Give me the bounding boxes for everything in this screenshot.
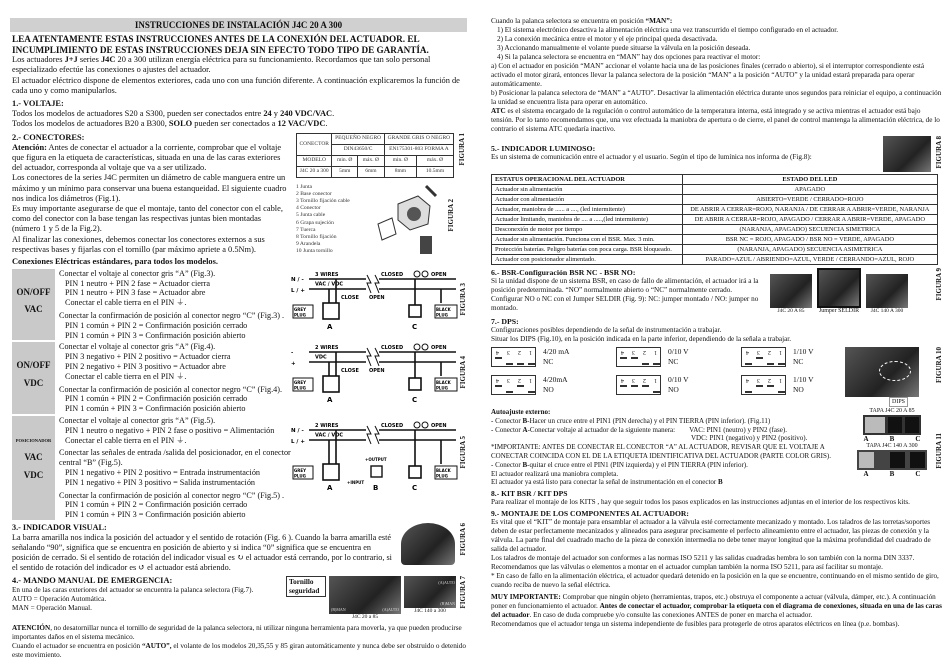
vdc-instructions bbox=[59, 342, 294, 414]
diagram-label: OPEN bbox=[431, 271, 447, 278]
dip-mode-label: NO bbox=[668, 385, 679, 394]
figure-8-label: FIGURA 8 bbox=[935, 136, 943, 169]
lamp-closed-icon bbox=[414, 344, 420, 350]
dip-switch-number: 4 bbox=[746, 349, 749, 355]
table-cell: DE ABRIR A CERRAR=ROJO, NARANJA / DE CERRAR A ABRIR=VERDE, NARANJA bbox=[682, 205, 937, 215]
instruction-line: PIN 1 común + PIN 3 = Confirmación posición abierto bbox=[65, 404, 246, 414]
tornillo-seguridad-callout: Tornillo seguridad bbox=[286, 576, 326, 597]
dip-switch-on bbox=[767, 385, 774, 387]
diagram-label: BLACK bbox=[436, 306, 451, 312]
dip-switch-number: 2 bbox=[768, 377, 771, 383]
diagram-label: CLOSE bbox=[341, 368, 359, 375]
section-autoajuste bbox=[491, 408, 943, 487]
dip-switch-number: 1 bbox=[529, 377, 532, 383]
dip-mode-label: NO bbox=[793, 385, 804, 394]
diagram-label: PLUG bbox=[436, 473, 448, 479]
instruction-line: Conectar el cable tierra en el PIN ⏚. bbox=[65, 435, 187, 445]
dip-switch-off bbox=[528, 391, 535, 393]
conectores-figures bbox=[296, 133, 467, 256]
dip-mode-label: NC bbox=[668, 357, 679, 366]
dip-switch-diagram bbox=[741, 375, 786, 395]
diagram-label: GREY bbox=[294, 306, 306, 312]
posicionador-instructions bbox=[59, 416, 291, 520]
table-cell: (NARANJA, APAGADO) SECUENCIA SIMETRICA bbox=[682, 225, 937, 235]
diagram-label: CLOSED bbox=[381, 423, 404, 429]
dip-switch-off bbox=[653, 391, 660, 393]
instruction-line: Conectar la confirmación de posición al conector negro “C” (Fig.4). bbox=[59, 384, 283, 394]
diagram-label: 3 WIRES bbox=[315, 271, 339, 278]
table-cell: Actuador con alimentación bbox=[492, 195, 683, 205]
caption-j4c-20-a-85: J4C 20 A 85 bbox=[777, 308, 805, 314]
instruction-line: PIN 3 negativo + PIN 2 positivo = Actuador cierra bbox=[65, 352, 231, 362]
connector-c-icon bbox=[409, 466, 421, 478]
diagram-label: CLOSED bbox=[381, 345, 404, 352]
section-indicador-visual bbox=[12, 523, 467, 573]
figure-6-label: FIGURA 6 bbox=[459, 522, 467, 556]
dip-switch-diagram bbox=[616, 375, 661, 395]
part-list-item: 10 Junta tornillo bbox=[296, 248, 333, 255]
diagram-label: PLUG bbox=[436, 385, 448, 391]
autoajuste-text: Autoajuste externo: - Conector B-Hacer un cruce entre el PIN1 (PIN derecha) y el PIN TIERRA (PIN inferior). (Fig.11) - Conector A-Conectar voltaje al actuador de la siguiente manera: VAC: PIN1 (neutro) y PIN2 (fase). VDC: PIN1 (negativo) y PIN2 (positivo). *IMPORTANTE: ANTES DE CONECTAR EL CONECTOR “A” AL ACTUADOR, REVISAR QUE EL VOLTAJE A CONECTAR COINCIDA CON EL DE LA ETIQUETA IDENTIFICATIVA DEL ACTUADOR (PARTE COLOR GRIS). - Conector B-quitar el cruce entre el PIN1 (PIN izquierda) y el PIN TIERRA (PIN inferior). El actuador realizará una maniobra completa. El actuador ya está listo para conectar la señal de instrumentación en el conector B bbox=[491, 408, 831, 487]
table-row bbox=[492, 245, 938, 255]
bsr-figures bbox=[770, 268, 931, 315]
dip-switch-number: 1 bbox=[779, 377, 782, 383]
table-row bbox=[492, 205, 938, 215]
page-title: INSTRUCCIONES DE INSTALACIÓN J4C 20 A 300 bbox=[10, 18, 467, 32]
section-conectores bbox=[12, 133, 467, 256]
section-muy-importante: MUY IMPORTANTE: Comprobar que ningún objeto (herramientas, trapos, etc.) obstruya el componente a actuar (válvula, dámper, etc.). A continuación poner en funcionamiento el actuador. Antes de conectar el actuador, comprobar la etiqueta con el diagrama de conexiones, situada en una de las caras del actuador. En caso de duda compruebe y/o consulte las conexiones ANTES de poner en marcha el actuador. Recomendamos que el actuador tenga un sistema independiente de fusibles para protegerle de otros aparatos eléctricos en línea (p.e. bombas). bbox=[491, 593, 942, 629]
dip-mode-label: NC bbox=[543, 357, 554, 366]
table-cell: Desconexión de motor por tiempo bbox=[492, 225, 683, 235]
dip-switch-number: 2 bbox=[643, 377, 646, 383]
dip-switch-number: 1 bbox=[654, 349, 657, 355]
connector-exploded-drawing bbox=[370, 184, 445, 256]
diagram-label: OPEN bbox=[369, 294, 385, 301]
break-mark bbox=[367, 275, 379, 293]
selector-lever-small bbox=[329, 576, 401, 621]
dip-switch-on bbox=[620, 357, 627, 359]
dip-switch-off bbox=[506, 391, 513, 393]
break-mark bbox=[367, 348, 379, 366]
caption-j4c-140-a-300: J4C 140 A 300 bbox=[870, 308, 904, 314]
figure-11-label: FIGURA 11 bbox=[935, 433, 943, 469]
instruction-line: PIN 1 neutro o negativo + PIN 2 fase o positivo = Alimentación bbox=[65, 425, 275, 435]
dip-signal-label: 1/10 V bbox=[793, 375, 814, 384]
table-cell: Actuador con posicionador alimentado. bbox=[492, 255, 683, 265]
lamp-closed-icon bbox=[414, 422, 420, 428]
instruction-line: PIN 1 común + PIN 2 = Confirmación posición cerrado bbox=[65, 500, 248, 510]
dip-switch-number: 4 bbox=[746, 377, 749, 383]
dip-switch-number: 1 bbox=[529, 349, 532, 355]
dip-switch-number: 3 bbox=[757, 349, 760, 355]
tapa-140-300-photo bbox=[857, 450, 927, 470]
dips-photo bbox=[845, 347, 919, 397]
table-row bbox=[492, 235, 938, 245]
table-cell: Actuador limitando, maniobra de .... a .....,(led intermitente) bbox=[492, 215, 683, 225]
dip-switch-off bbox=[653, 363, 660, 365]
connector-a-label: A bbox=[327, 396, 333, 405]
selector-lever-photo-large: (A)AUTO (B)MAN bbox=[404, 576, 456, 608]
dip-switch-diagram bbox=[741, 347, 786, 367]
table-header-row bbox=[492, 175, 938, 185]
instruction-line: Conectar las señales de entrada /salida del posicionador, en el conector central “B” (Fig.5). bbox=[59, 448, 291, 468]
tapa-140-300-letters: A B C bbox=[863, 470, 921, 478]
diagram-label: GREY bbox=[294, 380, 306, 386]
instruction-line: PIN 1 negativo + PIN 2 positivo = Entrada instrumentación bbox=[65, 467, 261, 477]
dip-signal-label: 4/20mA bbox=[543, 375, 568, 384]
tapa-20-85-photo bbox=[863, 415, 921, 435]
figure-10-label: FIGURA 10 bbox=[935, 347, 943, 383]
dip-switch-on bbox=[631, 385, 638, 387]
table-row bbox=[492, 225, 938, 235]
vac-instructions bbox=[59, 269, 291, 341]
connector-a-icon bbox=[323, 464, 339, 480]
right-column bbox=[491, 17, 943, 629]
led-photo bbox=[883, 136, 931, 172]
figure-9-label: FIGURA 9 bbox=[935, 268, 943, 301]
dip-switch-on bbox=[756, 385, 763, 387]
dip-switch-on bbox=[642, 385, 649, 387]
part-list-item: 7 Tuerca bbox=[296, 226, 316, 233]
figure-3-label: FIGURA 3 bbox=[459, 282, 467, 316]
dip-switch-number: 1 bbox=[779, 349, 782, 355]
dip-switch-on bbox=[620, 385, 627, 387]
selector-lever-large bbox=[404, 576, 456, 615]
instruction-line: PIN 1 común + PIN 2 = Confirmación posición cerrado bbox=[65, 394, 248, 404]
section-bsr bbox=[491, 268, 943, 315]
dip-mode-label: NC bbox=[793, 357, 804, 366]
jumper-seldir-caption: Jumper SELDIR bbox=[818, 308, 860, 314]
dip-switch-number: 3 bbox=[632, 349, 635, 355]
dip-switch-number: 3 bbox=[507, 349, 510, 355]
dip-switch-number: 4 bbox=[621, 377, 624, 383]
diagram-label: 2 WIRES bbox=[315, 345, 339, 352]
dip-configurations bbox=[491, 347, 841, 401]
connector-a-icon bbox=[323, 376, 339, 392]
instruction-line: PIN 1 común + PIN 3 = Confirmación posición abierto bbox=[65, 330, 246, 340]
instruction-line: Conectar el voltaje al conector gris “A” (Fig.5). bbox=[59, 416, 216, 425]
dip-switch-number: 4 bbox=[496, 349, 499, 355]
dip-switch-number: 3 bbox=[757, 377, 760, 383]
dps-figures bbox=[491, 347, 943, 407]
dip-switch-number: 3 bbox=[632, 377, 635, 383]
diagram-label: VDC bbox=[315, 354, 327, 361]
dips-label: DIPS bbox=[889, 397, 908, 407]
conexiones-heading: Conexiones Eléctricas estándares, para todos los modelos. bbox=[12, 256, 218, 266]
indicador-luminoso-text: 5.- INDICADOR LUMINOSO: Es un sistema de comunicación entre el actuador y el usuario. Según el tipo de lumínica nos informa de (Fig.8): bbox=[491, 144, 812, 161]
man-position-section: Cuando la palanca selectora se encuentra en posición “MAN”: 1) El sistema electrónico desactiva la alimentación eléctrica una vez transcurrido el tiempo configurado en el actuador. 2) La conexión mecánica entre el motor y el eje principal queda desactivada. 3) Accionando manualmente el volante puede situarse la válvula en la posición deseada. 4) Si la palanca selectora se encuentra en “MAN” hay dos opciones para reactivar el motor: a) Con el actuador en posición “MAN” accionar el volante hacia una de las posiciones finales (cerrado o abierto), si el interruptor correspondiente está activado el motor girará, entonces llevar la palanca selectora de la posición “MAN” a la posición “AUTO” y la unidad estará preparada para operar automáticamente. b) Posicionar la palanca selectora de “MAN” a “AUTO”. Desactivar la alimentación eléctrica durante unos segundos para reiniciar el equipo, a continuación la unidad se encuentra lista para operar en automático. ATC es el sistema encargado de la regulación o control automático de la temperatura interna, está integrado y se activa mientras el actuador está bajo tensión. Por lo tanto recomendamos que, una vez efectuada la maniobra de apertura o de cierre, el panel de control mantenga la alimentación eléctrica, de lo contrario el sistema ATC quedaría inactivo. bbox=[491, 17, 942, 133]
part-list-item: 2 Base conector bbox=[296, 190, 332, 197]
instruction-line: PIN 2 negativo + PIN 3 positivo = Actuador abre bbox=[65, 362, 226, 372]
wiring-diagram-fig4 bbox=[291, 342, 459, 410]
dip-switch-diagram bbox=[491, 347, 536, 367]
table-row bbox=[492, 195, 938, 205]
figure-2-parts-list bbox=[296, 184, 368, 256]
diagram-label: OPEN bbox=[431, 345, 447, 352]
table-cell: Protección baterías. Peligro baterías con poca carga. BSR bloqueado. bbox=[492, 245, 683, 255]
jumper-seldir-photo bbox=[817, 268, 861, 308]
diagram-label: PLUG bbox=[294, 473, 306, 479]
indicador-visual-text: 3.- INDICADOR VISUAL: La barra amarilla nos indica la posición del actuador y el sentido de rotación (Fig. 6 ). Cuando la barra amarilla esté señalando “90”, significa que se encuentra en posición de abierto y si indica “0” significa que se encuentra en posición de cerrado. Si el sentido de rotación del indicador visual es ↻ el actuador está cerrando, por lo contrario, si el sentido de rotación del indicador es ↺ el actuador está abriendo. bbox=[12, 522, 392, 572]
caption-j4c-20-85: J4C 20 a 85 bbox=[351, 613, 379, 620]
diagram-label: - bbox=[291, 350, 294, 357]
diagram-label: VAC / VDC bbox=[315, 432, 344, 439]
wiring-diagram-fig5 bbox=[291, 416, 459, 506]
diagram-label: L / + bbox=[291, 287, 305, 294]
dip-signal-label: 1/10 V bbox=[793, 347, 814, 356]
dip-signal-label: 4/20 mA bbox=[543, 347, 570, 356]
instruction-line: Conectar la confirmación de posición al conector negro “C” (Fig.3) . bbox=[59, 311, 285, 321]
instruction-line: Conectar el cable tierra en el PIN ⏚. bbox=[65, 371, 187, 381]
lamp-open-icon bbox=[422, 344, 428, 350]
onoff-vdc-label: ON/OFF VDC bbox=[12, 342, 55, 414]
dip-switch-off bbox=[506, 363, 513, 365]
dip-switch-off bbox=[745, 391, 752, 393]
figure-5-label: FIGURA 5 bbox=[459, 436, 467, 469]
man-list-item: 4) Si la palanca selectora se encuentra en “MAN” hay dos opciones para reactivar el motor: bbox=[497, 53, 761, 61]
intro: Los actuadores J+J series J4C 20 a 300 utilizan energía eléctrica para su funcionamiento. Recordamos que tan solo personal especializado efectúe las conexiones o ajustes del actuador. El actuador eléctrico dispone de elementos exteriores, cada uno con una función diferente. A continuación explicaremos la función de cada uno y como manipularlos. bbox=[12, 55, 460, 95]
dip-switch-diagram bbox=[616, 347, 661, 367]
dip-switch-off bbox=[778, 391, 785, 393]
table-cell: ABIERTO=VERDE / CERRADO=ROJO bbox=[682, 195, 937, 205]
dip-switch-number: 2 bbox=[518, 377, 521, 383]
dip-signal-label: 0/10 V bbox=[668, 347, 689, 356]
dip-switch-on bbox=[756, 357, 763, 359]
section-voltaje: 1.- VOLTAJE: Todos los modelos de actuadores S20 a S300, pueden ser conectados entre 24 y 240 VDC/VAC. Todos los modelos de actuadores B20 a B300, SOLO pueden ser conectados a 12 VAC/VDC. bbox=[12, 99, 335, 129]
instruction-line: PIN 1 neutro + PIN 2 fase = Actuador cierra bbox=[65, 278, 210, 288]
bsr-photo-20-85 bbox=[770, 274, 812, 308]
diagram-label: +OUTPUT bbox=[365, 457, 387, 462]
conectores-text: 2.- CONECTORES: Atención: Antes de conectar el actuador a la corriente, comprobar que el voltaje que figura en la etiqueta de características, situada en una de las caras exteriores del actuador, corresponda al voltaje que va a ser utilizado. Los conectores de la series J4C permiten un diámetro de cable manguera entre un máximo y un mínimo para conservar una buena estanqueidad. El siguiente cuadro nos indica los diámetros (Fig.1). Es muy importante asegurarse de que el montaje, tanto del conector con el cable, como del conector con la base tengan las respectivas juntas bien montadas (número 1 y 5 de la Fig.2). Al finalizar las conexiones, debemos conectar los conectores externos a sus respectivas bases y fijarlas con el tornillo (par máximo apriete a 0.5Nm). bbox=[12, 132, 287, 254]
dip-switch-off bbox=[642, 363, 649, 365]
diagram-label: PLUG bbox=[294, 385, 306, 391]
dip-switch-on bbox=[517, 385, 524, 387]
diagram-label: +INPUT bbox=[347, 480, 365, 485]
instruction-line: PIN 1 común + PIN 2 = Confirmación posición cerrado bbox=[65, 320, 248, 330]
lamp-open-icon bbox=[422, 271, 428, 277]
man-list-item: 2) La conexión mecánica entre el motor y el eje principal queda desactivada. bbox=[497, 35, 718, 43]
diagram-label: PLUG bbox=[294, 312, 306, 318]
instruction-line: PIN 1 negativo + PIN 3 positivo = Salida instrumentación bbox=[65, 477, 256, 487]
connector-a-label: A bbox=[327, 322, 333, 331]
dip-switch-number: 1 bbox=[654, 377, 657, 383]
lamp-open-icon bbox=[422, 422, 428, 428]
dip-switch-off bbox=[528, 363, 535, 365]
diagram-label: VAC / VDC bbox=[315, 281, 344, 288]
diagram-label: PLUG bbox=[436, 312, 448, 318]
diagram-label: OPEN bbox=[369, 368, 385, 375]
diagram-label: OPEN bbox=[431, 423, 447, 429]
bsr-text: 6.- BSR-Configuración BSR NC - BSR NO: Si la unidad dispone de un sistema BSR, en caso de fallo de alimentación, el actuador irá a la posición predeterminada. “NO” normalmente abierto o “NC” normalmente cerrado. Configurar NO o NC con el Jumper SELDIR (Fig. 9): NC: jumper montado / NO: jumper no montado. bbox=[491, 268, 759, 312]
diagram-label: CLOSE bbox=[341, 294, 359, 301]
dip-switch-on bbox=[631, 357, 638, 359]
part-list-item: 6 Grapa sujeción bbox=[296, 219, 334, 226]
diagram-label: CLOSED bbox=[381, 271, 404, 278]
posicionador-block bbox=[12, 416, 467, 520]
wiring-diagram-fig3 bbox=[291, 269, 459, 337]
table-cell: PARADO=AZUL / ABRIENDO=AZUL, VERDE / CERRANDO=AZUL, ROJO bbox=[682, 255, 937, 265]
dip-switch-diagram bbox=[491, 375, 536, 395]
dip-switch-off bbox=[517, 363, 524, 365]
figure-2-label: FIGURA 2 bbox=[447, 198, 455, 232]
table-header-cell: ESTATUS OPERACIONAL DEL ACTUADOR bbox=[492, 175, 683, 185]
diagram-label: N / - bbox=[291, 276, 304, 283]
visual-indicator-photo bbox=[401, 523, 455, 565]
section-kit: 8.- KIT BSR / KIT DPS Para realizar el montaje de los KITS , hay que seguir todos los pasos explicados en las instrucciones adjuntas en el interior de los respectivos kits. bbox=[491, 489, 910, 507]
diagram-label: 2 WIRES bbox=[315, 423, 339, 429]
led-status-table bbox=[491, 174, 938, 265]
tapa-140-300-caption: TAPA J4C 140 A 300 bbox=[866, 443, 918, 449]
section-montaje: 9.- MONTAJE DE LOS COMPONENTES AL ACTUADOR: Es vital que el “KIT” de montaje para ensamblar el actuador a la válvula esté correctamente mecanizado y montado. Los taladros de las torretas/soportes deben de estar perfectamente mecanizados y alineados para asegurar precisamente el perfecto alineamiento entre el actuador, las piezas de conexión y la válvula. La parte final del cuadrado macho de la pieza de conexión intermedia no debe tener mayor longitud que la máxima profundidad del cuadrado de salida del actuador. Los taladros de montaje del actuador son conformes a las normas ISO 5211 y las salidas cuadradas hembra lo son también con la norma DIN 3337. Recomendamos que las válvulas o elementos a montar en el actuador cumplan también la norma ISO 5211, para así facilitar su montaje. * En caso de fallo en la alimentación eléctrica, el actuador quedará detenido en la posición en la que se encuentre, continuando en el mismo sentido de giro, cuando reciba de nuevo la señal eléctrica. bbox=[491, 509, 939, 590]
diagram-label: BLACK bbox=[436, 380, 451, 386]
table-header-cell: ESTADO DEL LED bbox=[682, 175, 937, 185]
connector-b-label: B bbox=[373, 484, 379, 492]
instruction-line: Conectar el voltaje al conector gris “A” (Fig.4). bbox=[59, 342, 216, 352]
tapa-20-85-caption: TAPA J4C 20 A 85 bbox=[869, 408, 915, 414]
instruction-line: PIN 1 común + PIN 3 = Confirmación posición abierto bbox=[65, 510, 246, 520]
mando-manual-text: 4.- MANDO MANUAL DE EMERGENCIA: En una de las caras exteriores del actuador se encuentra la palanca selectora (Fig.7). AUTO = Operación Automática. MAN = Operación Manual. bbox=[12, 575, 254, 612]
dip-switch-off bbox=[767, 363, 774, 365]
connector-c-label: C bbox=[412, 322, 418, 331]
figure-4-label: FIGURA 4 bbox=[459, 356, 467, 389]
man-list-item: 3) Accionando manualmente el volante puede situarse la válvula en la posición deseada. bbox=[497, 44, 751, 52]
table-row bbox=[492, 215, 938, 225]
dip-switch-number: 4 bbox=[621, 349, 624, 355]
connector-b-icon bbox=[371, 466, 382, 477]
left-column bbox=[12, 18, 467, 660]
man-list-item: 1) El sistema electrónico desactiva la alimentación eléctrica una vez transcurrido el tiempo configurado en el actuador. bbox=[497, 26, 839, 34]
diagram-label: N / - bbox=[291, 428, 304, 434]
caption-j4c-140-300: J4C 140 a 300 bbox=[414, 607, 446, 614]
atencion-note: ATENCIÓN, no desatornillar nunca el tornillo de seguridad de la palanca selectora, ni utilizar ninguna herramienta para moverla, ya que pueden producirse importantes daños en el sistema mecánico. Cuando el actuador se encuentra en posición “AUTO”, el volante de los modelos 20,35,55 y 85 giran automáticamente y nunca debe ser obstruido o detenido este movimiento. bbox=[12, 623, 466, 659]
connector-a-icon bbox=[323, 303, 339, 319]
section-dps: 7.- DPS: Configuraciones posibles dependiendo de la señal de instrumentación a trabajar. Situar los DIPS (Fig.10), en la posición indicada en la parte inferior, dependiendo de la señala a trabajar. bbox=[491, 317, 792, 343]
table-cell: Actuador sin alimentación. Funciona con el BSR. Max. 3 min. bbox=[492, 235, 683, 245]
dip-switch-number: 2 bbox=[768, 349, 771, 355]
dip-switch-on bbox=[495, 357, 502, 359]
dip-signal-label: 0/10 V bbox=[668, 375, 689, 384]
figure-7-label: FIGURA 7 bbox=[459, 575, 467, 609]
dip-switch-off bbox=[745, 363, 752, 365]
table-cell: Actuador, maniobra de ...... a ...., (led intermitente) bbox=[492, 205, 683, 215]
part-list-item: 3 Tornillo fijación cable bbox=[296, 198, 350, 205]
connector-diameter-table: CONECTOR PEQUEÑO NEGRO GRANDE GRIS O NEGRO DIN43650/C EN175301-803 FORMA A MODELO min. Ø máx. Ø min. Ø máx. Ø J4C 20 a 300 5mm 6mm 8mm 10.5mm bbox=[296, 133, 454, 178]
diagram-label: GREY bbox=[294, 468, 306, 473]
dips-photo-group bbox=[845, 347, 931, 407]
selector-lever-photo-small: (B)MAN (A)AUTO bbox=[329, 576, 401, 614]
dip-switch-number: 3 bbox=[507, 377, 510, 383]
dip-switch-on bbox=[495, 385, 502, 387]
tapa-figures bbox=[853, 408, 931, 478]
dip-switch-number: 4 bbox=[496, 377, 499, 383]
lamp-closed-icon bbox=[414, 271, 420, 277]
warning-heading: LEA ATENTAMENTE ESTAS INSTRUCCIONES ANTES DE LA CONEXIÓN DEL ACTUADOR. EL INCUMPLIMIENTO DE ESTAS INSTRUCCIONES DEJA SIN EFECTO TODO TIPO DE GARANTÍA. bbox=[12, 34, 429, 55]
dip-switch-number: 2 bbox=[643, 349, 646, 355]
instruction-line: PIN 1 neutro + PIN 3 fase = Actuador abre bbox=[65, 288, 206, 298]
dip-switch-off bbox=[778, 363, 785, 365]
table-cell: Actuador sin alimentación bbox=[492, 185, 683, 195]
bsr-photo-140-300 bbox=[866, 274, 908, 308]
connector-c-label: C bbox=[412, 484, 418, 492]
section-indicador-luminoso bbox=[491, 136, 943, 172]
part-list-item: 9 Arandela bbox=[296, 241, 321, 248]
part-list-item: 4 Conector bbox=[296, 205, 321, 212]
diagram-label: L / + bbox=[291, 439, 305, 445]
dip-switch-number: 2 bbox=[518, 349, 521, 355]
instruction-line: Conectar el voltaje al conector gris “A” (Fig.3). bbox=[59, 268, 216, 278]
diagram-label: BLACK bbox=[436, 468, 451, 473]
instruction-line: Conectar la confirmación de posición al conector negro “C” (Fig.5) . bbox=[59, 490, 285, 500]
table-cell: (NARANJA, APAGADO) SECUENCIA ASIMETRICA bbox=[682, 245, 937, 255]
table-row bbox=[492, 185, 938, 195]
onoff-vac-label: ON/OFF VAC bbox=[12, 269, 55, 341]
table-cell: APAGADO bbox=[682, 185, 937, 195]
tapa-20-85-letters: A B C bbox=[863, 435, 921, 443]
figure-1-label: FIGURA 1 bbox=[458, 132, 466, 166]
table-row bbox=[492, 255, 938, 265]
vac-block bbox=[12, 269, 467, 341]
table-cell: BSR NC = ROJO, APAGADO / BSR NO = VERDE, APAGADO bbox=[682, 235, 937, 245]
break-mark bbox=[367, 426, 379, 444]
connector-c-label: C bbox=[412, 396, 418, 405]
part-list-item: 8 Tornillo fijación bbox=[296, 234, 337, 241]
table-cell: DE ABRIR A CERRAR=ROJO, APAGADO / CERRAR A ABRIR=VERDE, APAGADO bbox=[682, 215, 937, 225]
part-list-item: 5 Junta cable bbox=[296, 212, 326, 219]
instruction-line: Conectar el cable tierra en el PIN ⏚. bbox=[65, 298, 187, 308]
posicionador-label: POSICIONADOR VAC VDC bbox=[12, 416, 55, 520]
dip-mode-label: NO bbox=[543, 385, 554, 394]
vdc-block bbox=[12, 342, 467, 414]
connector-c-icon bbox=[409, 305, 421, 317]
connector-a-label: A bbox=[327, 484, 333, 492]
connector-c-icon bbox=[409, 378, 421, 390]
part-list-item: 1 Junta bbox=[296, 183, 313, 190]
diagram-label: + bbox=[291, 361, 296, 368]
section-mando-manual bbox=[12, 576, 467, 621]
